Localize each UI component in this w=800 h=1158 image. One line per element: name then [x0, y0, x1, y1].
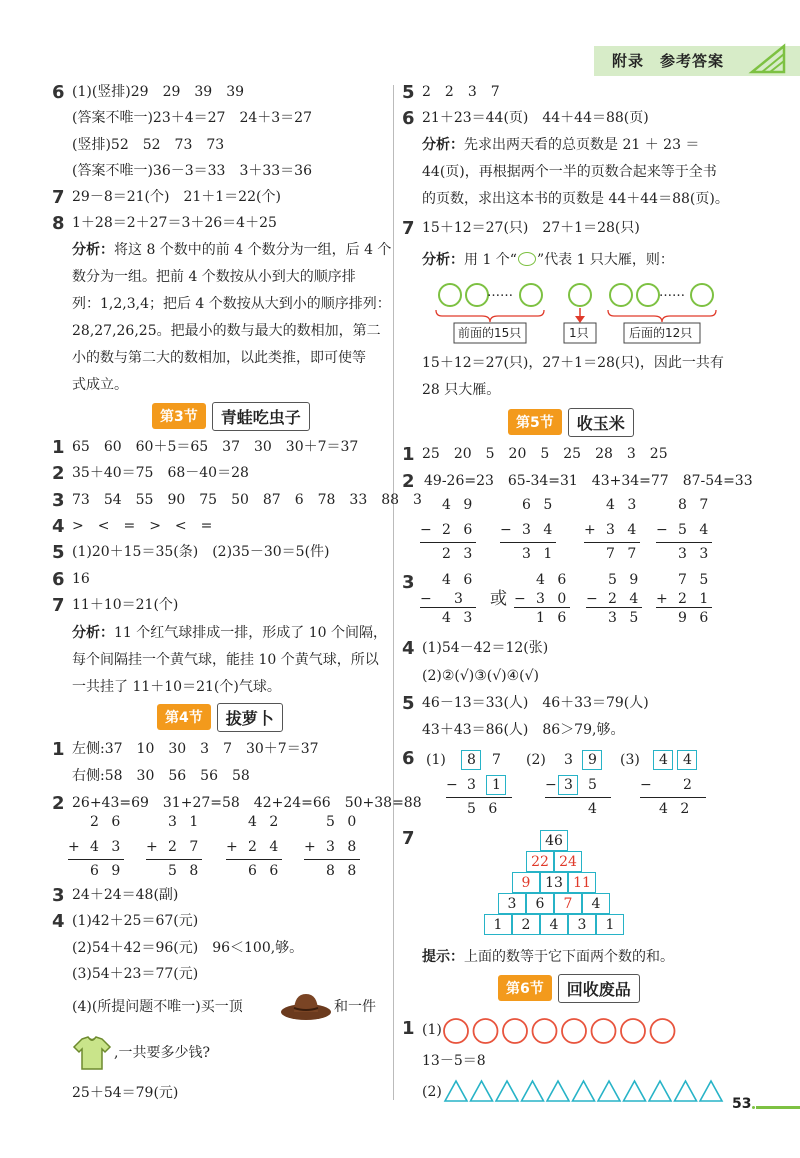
vertical-operator: +: [146, 839, 158, 855]
vertical-operand: 3: [454, 591, 463, 607]
vertical-operator: −: [420, 522, 432, 538]
answer-line: 25 20 5 20 5 25 28 3 25: [422, 446, 668, 462]
vertical-operand: 4 3: [606, 497, 637, 513]
pyramid-cell: 4: [582, 893, 610, 914]
page-number-dot: [752, 1106, 755, 1109]
question-number: 8: [52, 213, 65, 234]
vertical-operator: +: [656, 591, 668, 607]
sum-line: [514, 607, 570, 608]
pyramid-cell: 9: [512, 872, 540, 893]
result: 5 6: [467, 801, 498, 817]
answer-line: 46－13＝33(人) 46＋33＝79(人): [422, 695, 649, 711]
pyramid-cell: 46: [540, 830, 568, 851]
answer-line: (1)42＋25＝67(元): [72, 913, 199, 929]
operator: −: [446, 777, 458, 793]
pyramid-cell: 24: [554, 851, 582, 872]
sum-line: [68, 859, 124, 860]
analysis-text: 44(页)，再根据两个一半的页数合起来等于全书: [422, 164, 717, 180]
answer-line: > < = > < =: [72, 518, 213, 534]
result: 4 2: [659, 801, 690, 817]
vertical-operand: 4 2: [248, 814, 279, 830]
goose-circle: [610, 284, 632, 306]
answer-line: 26+43=69 31+27=58 42+24=66 50+38=88: [72, 795, 422, 811]
teal-triangle: [598, 1081, 620, 1101]
section-header-3: [152, 402, 310, 430]
question-number: 1: [402, 444, 415, 465]
vertical-operand: 3 8: [326, 839, 357, 855]
vertical-operand: 7 5: [678, 572, 709, 588]
section-title: 青蛙吃虫子: [212, 402, 310, 431]
vertical-result: 8 8: [326, 863, 357, 879]
vertical-operator: +: [226, 839, 238, 855]
question-number: 6: [52, 82, 65, 103]
answer-line: 65 60 60＋5＝65 37 30 30＋7＝37: [72, 439, 359, 455]
red-circle: [474, 1019, 498, 1043]
question-number: 6: [402, 108, 415, 129]
question-number: 4: [52, 911, 65, 932]
answer-line: (答案不唯一)36－3＝33 3＋33＝36: [72, 163, 312, 179]
vertical-result: 3 1: [522, 546, 553, 562]
vertical-operator: −: [586, 591, 598, 607]
sum-line: [500, 542, 556, 543]
red-circle: [444, 1019, 468, 1043]
question-number: 4: [52, 516, 65, 537]
sum-line: [656, 542, 712, 543]
question-number: 2: [52, 463, 65, 484]
digit: 3: [467, 777, 476, 793]
answer-line: 和一件: [334, 999, 376, 1015]
answer-line: 21＋23＝44(页) 44＋44＝88(页): [422, 110, 649, 126]
analysis-label: 分析：: [422, 252, 464, 268]
vertical-operand: 2 1: [678, 591, 709, 607]
sum-line: [420, 542, 476, 543]
column-divider: [393, 85, 394, 1100]
vertical-operator: +: [584, 522, 596, 538]
answer-line: (2)②(√)③(√)④(√): [422, 668, 540, 684]
operator: −: [545, 777, 557, 793]
teal-triangle: [649, 1081, 671, 1101]
vertical-operand: 3 1: [168, 814, 199, 830]
answer-line: 2 2 3 7: [422, 84, 500, 100]
vertical-operator: −: [420, 591, 432, 607]
vertical-operand: 3 4: [522, 522, 553, 538]
sum-line: [226, 859, 282, 860]
answer-line: 1＋28＝2＋27＝3＋26＝4＋25: [72, 215, 277, 231]
page-number: 53: [732, 1096, 752, 1112]
sum-line: [146, 859, 202, 860]
vertical-operand: 2 4: [608, 591, 639, 607]
part-label: (1): [426, 752, 446, 768]
vertical-result: 6 9: [90, 863, 121, 879]
sweater-icon: [72, 1035, 112, 1071]
vertical-operand: 6 5: [522, 497, 553, 513]
answer-line: (3)54＋23＝77(元): [72, 966, 199, 982]
analysis-text: 将这 8 个数中的前 4 个数分为一组，后 4 个: [114, 242, 392, 258]
header-title: 附录 参考答案: [612, 52, 725, 70]
vertical-operand: 2 4: [248, 839, 279, 855]
pyramid-cell: 11: [568, 872, 596, 893]
question-number: 1: [52, 739, 65, 760]
result: 4: [588, 801, 597, 817]
pyramid-cell: 1: [484, 914, 512, 935]
answer-line: 15＋12＝27(只) 27＋1＝28(只): [422, 220, 640, 236]
cowboy-hat-icon: [280, 990, 332, 1024]
hint-text: 上面的数等于它下面两个数的和。: [464, 949, 674, 965]
teal-triangle: [675, 1081, 697, 1101]
vertical-result: 9 6: [678, 610, 709, 626]
circle-symbol-icon: [518, 252, 536, 266]
vertical-result: 6 6: [248, 863, 279, 879]
analysis-text: 11 个红气球排成一排，形成了 10 个间隔，: [114, 625, 387, 641]
answer-line: ,一共要多少钱?: [114, 1045, 210, 1061]
answer-line: 11＋10＝21(个): [72, 597, 179, 613]
analysis-text: 每个间隔挂一个黄气球，能挂 10 个黄气球，所以: [72, 652, 379, 668]
answer-line: 右侧:58 30 56 56 58: [72, 768, 250, 784]
answer-line: 43＋43＝86(人) 86＞79,够。: [422, 722, 625, 738]
front-label: 前面的15只: [458, 326, 522, 340]
vertical-result: 4 3: [442, 610, 473, 626]
digit: 9: [588, 752, 597, 768]
circles-row: [442, 1016, 682, 1046]
goose-circle: [569, 284, 591, 306]
vertical-operator: −: [514, 591, 526, 607]
question-number: 7: [402, 828, 415, 849]
one-label: 1只: [569, 326, 589, 340]
goose-circle: [691, 284, 713, 306]
back-label: 后面的12只: [629, 326, 693, 340]
vertical-operator: −: [500, 522, 512, 538]
triangles-row: [442, 1078, 726, 1104]
question-number: 1: [52, 437, 65, 458]
digit: 1: [492, 777, 501, 793]
section-title: 拔萝卜: [217, 703, 283, 732]
teal-triangle: [522, 1081, 544, 1101]
vertical-result: 3 5: [608, 610, 639, 626]
answer-line: (竖排)52 52 73 73: [72, 137, 225, 153]
vertical-result: 3 3: [678, 546, 709, 562]
pyramid-cell: 7: [554, 893, 582, 914]
red-circle: [651, 1019, 675, 1043]
answer-line: 16: [72, 571, 90, 587]
analysis-label: 分析：: [422, 137, 464, 153]
question-number: 3: [52, 885, 65, 906]
digit: 4: [659, 752, 668, 768]
pyramid-cell: 13: [540, 872, 568, 893]
page-header: [594, 46, 800, 76]
question-number: 6: [402, 748, 415, 769]
goose-circle: [520, 284, 542, 306]
section-tag: 第4节: [157, 704, 211, 730]
question-number: 5: [52, 542, 65, 563]
red-circle: [562, 1019, 586, 1043]
digit: 4: [683, 752, 692, 768]
digit: 7: [492, 752, 501, 768]
answer-line: 24＋24＝48(副): [72, 887, 179, 903]
vertical-operand: 4 9: [442, 497, 473, 513]
answer-line: (答案不唯一)23＋4＝27 24＋3＝27: [72, 110, 312, 126]
sum-line: [586, 607, 642, 608]
answer-line: (1)(竖排)29 29 39 39: [72, 84, 245, 100]
answer-line: 35＋40＝75 68－40＝28: [72, 465, 249, 481]
analysis-text: 用 1 个“: [464, 252, 517, 268]
vertical-operand: 8 7: [678, 497, 709, 513]
answer-line: 73 54 55 90 75 50 87 6 78 33 88 3: [72, 492, 422, 508]
pyramid-cell: 2: [512, 914, 540, 935]
pyramid-cell: 4: [540, 914, 568, 935]
answer-line: (4)(所提问题不唯一)买一顶: [72, 999, 243, 1015]
red-circle: [621, 1019, 645, 1043]
ellipsis-dots: ……: [659, 285, 685, 300]
answer-line: 13－5＝8: [422, 1053, 486, 1069]
vertical-operand: 2 7: [168, 839, 199, 855]
answer-line: 25＋54＝79(元): [72, 1085, 179, 1101]
vertical-operand: 5 9: [608, 572, 639, 588]
question-number: 5: [402, 82, 415, 103]
pyramid-cell: 1: [596, 914, 624, 935]
vertical-operand: 2 6: [442, 522, 473, 538]
goose-circle: [637, 284, 659, 306]
red-circle: [592, 1019, 616, 1043]
vertical-operand: 4 6: [442, 572, 473, 588]
analysis-text: 28 只大雁。: [422, 382, 501, 398]
teal-triangle: [496, 1081, 518, 1101]
analysis-text: 列：1,2,3,4；把后 4 个数按从大到小的顺序排列：: [72, 296, 391, 312]
analysis-text: 15＋12＝27(只)，27＋1＝28(只)，因此一共有: [422, 355, 724, 371]
analysis-text: 小的数与第二大的数相加，以此类推，即可使等: [72, 350, 366, 366]
vertical-operand: 5 4: [678, 522, 709, 538]
vertical-operand: 5 0: [326, 814, 357, 830]
sum-line: [304, 859, 360, 860]
section-tag: 第3节: [152, 403, 206, 429]
sum-line: [640, 797, 706, 798]
ellipsis-dots: ……: [487, 285, 513, 300]
goose-circle: [439, 284, 461, 306]
red-circle: [533, 1019, 557, 1043]
section-title: 收玉米: [568, 408, 634, 437]
analysis-label: 分析：: [72, 625, 114, 641]
sum-line: [446, 797, 512, 798]
question-number: 3: [402, 572, 415, 593]
teal-triangle: [624, 1081, 646, 1101]
part-label: (2): [422, 1084, 442, 1100]
question-number: 3: [52, 490, 65, 511]
analysis-text: 一共挂了 11＋10＝21(个)气球。: [72, 679, 281, 695]
hint-label: 提示：: [422, 949, 464, 965]
analysis-text: 的页数，求出这本书的页数是 44＋44＝88(页)。: [422, 191, 729, 207]
sum-line: [656, 607, 712, 608]
vertical-operator: −: [656, 522, 668, 538]
brace-back: [608, 310, 716, 322]
question-number: 7: [52, 187, 65, 208]
goose-circle: [466, 284, 488, 306]
question-number: 6: [52, 569, 65, 590]
vertical-operand: 3 0: [536, 591, 567, 607]
question-number: 5: [402, 693, 415, 714]
part-label: (3): [620, 752, 640, 768]
question-number: 2: [402, 471, 415, 492]
page-number-bar: [756, 1106, 800, 1109]
section-tag: 第5节: [508, 409, 562, 435]
vertical-result: 1 6: [536, 610, 567, 626]
vertical-operator: +: [68, 839, 80, 855]
or-text: 或: [490, 589, 507, 609]
answer-line: 49-26=23 65-34=31 43+34=77 87-54=33: [424, 473, 753, 489]
brace-front: [436, 310, 544, 322]
answer-line: (2)54＋42＝96(元) 96＜100,够。: [72, 940, 304, 956]
section-title: 回收废品: [558, 974, 640, 1003]
part-label: (1): [422, 1022, 442, 1038]
section-tag: 第6节: [498, 975, 552, 1001]
vertical-result: 2 3: [442, 546, 473, 562]
vertical-result: 5 8: [168, 863, 199, 879]
sum-line: [584, 542, 640, 543]
teal-triangle: [700, 1081, 722, 1101]
vertical-result: 7 7: [606, 546, 637, 562]
section-header-6: [498, 974, 640, 1002]
section-header-4: [157, 703, 283, 731]
analysis-text: 数分为一组。把前 4 个数按从小到大的顺序排: [72, 269, 356, 285]
answer-line: (1)20＋15＝35(条) (2)35－30＝5(件): [72, 544, 330, 560]
pyramid-cell: 3: [498, 893, 526, 914]
vertical-operand: 3 4: [606, 522, 637, 538]
question-number: 7: [402, 218, 415, 239]
digit: 3: [564, 752, 573, 768]
digit: 5: [588, 777, 597, 793]
vertical-operand: 4 3: [90, 839, 121, 855]
question-number: 2: [52, 793, 65, 814]
digit: 2: [683, 777, 692, 793]
question-number: 7: [52, 595, 65, 616]
pyramid-cell: 22: [526, 851, 554, 872]
arrow-head-icon: [575, 316, 585, 323]
question-number: 1: [402, 1018, 415, 1039]
teal-triangle: [573, 1081, 595, 1101]
analysis-text: 式成立。: [72, 377, 128, 393]
sum-line: [545, 797, 611, 798]
operator: −: [640, 777, 652, 793]
answer-line: (1)54－42＝12(张): [422, 640, 549, 656]
analysis-text: 28,27,26,25。把最小的数与最大的数相加，第二: [72, 323, 381, 339]
analysis-text: 先求出两天看的总页数是 21 ＋ 23 ＝: [464, 137, 700, 153]
vertical-operand: 4 6: [536, 572, 567, 588]
teal-triangle: [445, 1081, 467, 1101]
vertical-operator: +: [304, 839, 316, 855]
sum-line: [420, 607, 476, 608]
analysis-label: 分析：: [72, 242, 114, 258]
analysis-text: ”代表 1 只大雁，则：: [536, 252, 674, 268]
question-number: 4: [402, 638, 415, 659]
ruler-triangle-icon: [748, 42, 790, 76]
teal-triangle: [471, 1081, 493, 1101]
part-label: (2): [526, 752, 546, 768]
teal-triangle: [547, 1081, 569, 1101]
section-header-5: [508, 408, 634, 436]
answer-line: 29－8＝21(个) 21＋1＝22(个): [72, 189, 281, 205]
digit: 3: [564, 777, 573, 793]
red-circle: [503, 1019, 527, 1043]
digit: 8: [467, 752, 476, 768]
answer-line: 左侧:37 10 30 3 7 30＋7＝37: [72, 741, 319, 757]
pyramid-cell: 3: [568, 914, 596, 935]
pyramid-cell: 6: [526, 893, 554, 914]
vertical-operand: 2 6: [90, 814, 121, 830]
